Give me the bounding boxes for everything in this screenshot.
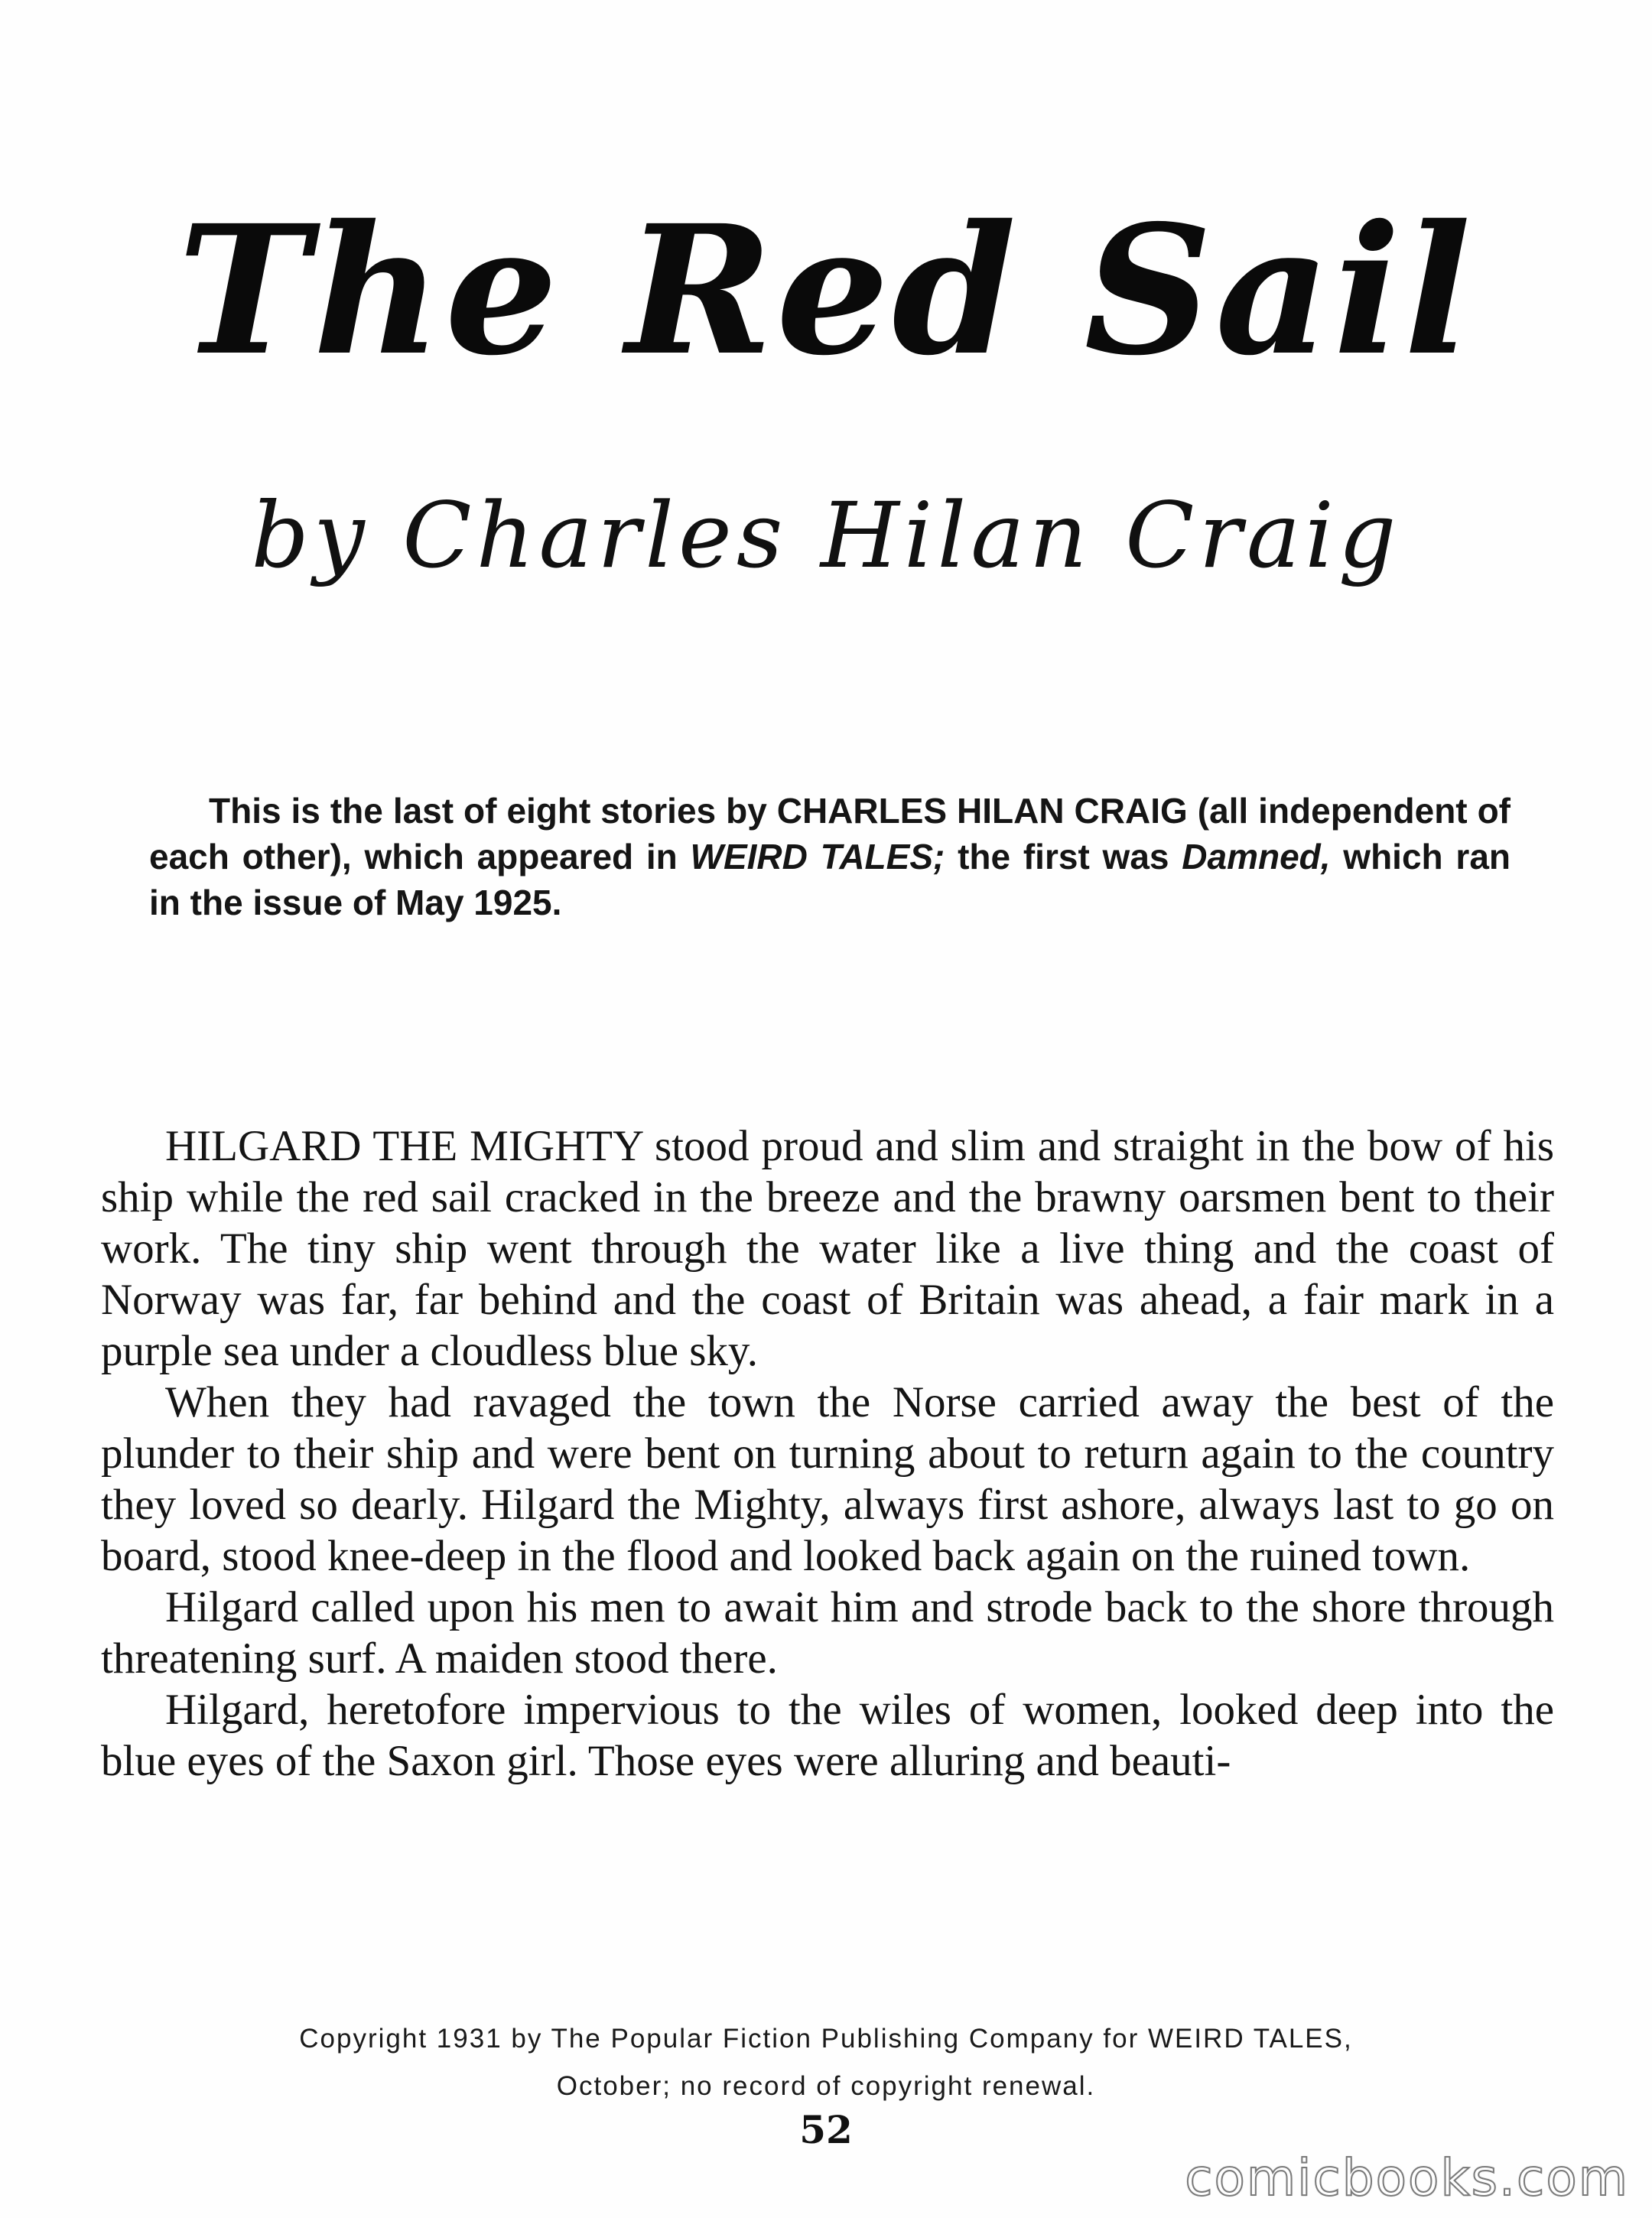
body-paragraph-1: HILGARD THE MIGHTY stood proud and slim and straight in the bow of his ship while the red sail cracked in the breeze and the brawny oarsmen bent to their work. The tiny ship went through the water like a live thing and the coast of Norway was far, far behind and the coast of Britain was ahead, a fair mark in a purple sea under a cloudless blue sky. bbox=[101, 1122, 1554, 1375]
copyright-notice bbox=[0, 2015, 1652, 2110]
body-paragraph-3: Hilgard called upon his men to await him and strode back to the shore through threatening surf. A maiden stood there. bbox=[101, 1583, 1554, 1683]
editorial-intro bbox=[149, 788, 1511, 925]
story-body bbox=[101, 1120, 1554, 1787]
copyright-line-2: October; no record of copyright renewal. bbox=[556, 2071, 1096, 2101]
story-title: The Red Sail bbox=[177, 186, 1475, 395]
body-paragraph-4: Hilgard, heretofore impervious to the wiles of women, looked deep into the blue eyes of the Saxon girl. Those eyes were alluring and beauti- bbox=[101, 1686, 1554, 1785]
site-watermark: comicbooks.com bbox=[1185, 2148, 1629, 2207]
body-paragraph-2: When they had ravaged the town the Norse carried away the best of the plunder to their ship and were bent on turning about to return again to the country they loved so dearly. Hilgard the Mighty, always first ashore, always last to go on board, stood knee-deep in the flood and looked back again on the ruined town. bbox=[101, 1378, 1554, 1580]
intro-first-story-title: Damned, bbox=[1182, 837, 1331, 876]
intro-middle-text: the first was bbox=[945, 837, 1182, 876]
copyright-line-1: Copyright 1931 by The Popular Fiction Publishing Company for WEIRD TALES, bbox=[299, 2024, 1353, 2054]
intro-tail-text: which ran in the issue of May 1925. bbox=[149, 837, 1511, 922]
page-number: 52 bbox=[799, 2107, 853, 2152]
author-byline: by Charles Hilan Craig bbox=[251, 483, 1401, 588]
intro-magazine-name: WEIRD TALES; bbox=[690, 837, 945, 876]
intro-lead-text: This is the last of eight stories by CHARLES HILAN CRAIG (all independent of each other), which appeared in bbox=[149, 791, 1511, 876]
